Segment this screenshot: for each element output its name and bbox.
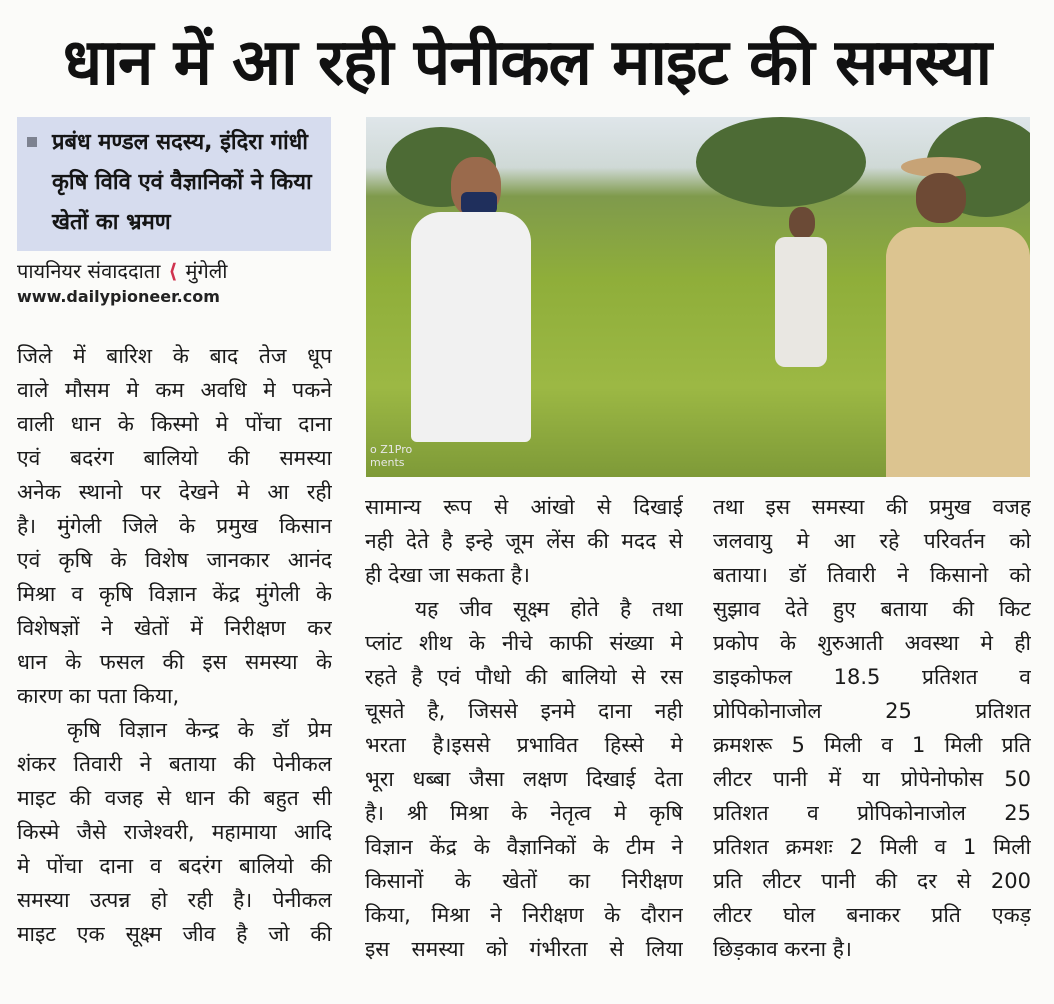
- article-line: वाले मौसम मे कम अवधि मे पकने: [17, 378, 332, 402]
- article-line: चूसते है, जिससे इनमे दाना नही: [365, 699, 683, 723]
- article-line: रहते है एवं पौधो की बालियो से रस: [365, 665, 683, 689]
- person-right-hat: [886, 157, 1030, 477]
- headline: धान में आ रही पेनीकल माइट की समस्या: [62, 26, 992, 100]
- article-line: भरता है।इससे प्रभावित हिस्से मे: [365, 733, 683, 757]
- article-line: समस्या उत्पन्न हो रही है। पेनीकल: [17, 888, 332, 912]
- article-line: छिड़काव करना है।: [713, 937, 852, 961]
- article-line: प्रति लीटर पानी की दर से 200: [713, 869, 1031, 893]
- article-line: मे पोंचा दाना व बदरंग बालियो की: [17, 854, 332, 878]
- website: www.dailypioneer.com: [17, 287, 220, 306]
- person-left: [406, 157, 536, 477]
- article-line: प्रोपिकोनाजोल 25 प्रतिशत: [713, 699, 1031, 723]
- article-line: है। मुंगेली जिले के प्रमुख किसान: [17, 514, 332, 538]
- person-middle: [771, 207, 831, 427]
- tree: [696, 117, 866, 207]
- article-line: विज्ञान केंद्र के वैज्ञानिकों के टीम ने: [365, 835, 683, 859]
- article-line: जलवायु मे आ रहे परिवर्तन को: [713, 529, 1031, 553]
- article-line: धान के फसल की इस समस्या के: [17, 650, 332, 674]
- article-line: अनेक स्थानो पर देखने मे आ रही: [17, 480, 332, 504]
- article-line: प्रतिशत व प्रोपिकोनाजोल 25: [713, 801, 1031, 825]
- bullet-square-icon: [27, 137, 37, 147]
- article-line: मिश्रा व कृषि विज्ञान केंद्र मुंगेली के: [17, 582, 332, 606]
- article-line: नही देते है इन्हे जूम लेंस की मदद से: [365, 529, 683, 553]
- article-line: ही देखा जा सकता है।: [365, 563, 530, 587]
- article-line: सामान्य रूप से आंखो से दिखाई: [365, 495, 683, 519]
- article-column-1: [17, 339, 332, 951]
- article-line: डाइकोफल 18.5 प्रतिशत व: [713, 665, 1031, 689]
- subhead-box: [17, 117, 331, 251]
- reporter: पायनियर संवाददाता: [17, 259, 161, 283]
- article-line: भूरा धब्बा जैसा लक्षण दिखाई देता: [365, 767, 683, 791]
- article-line: कृषि विज्ञान केन्द्र के डॉ प्रेम: [67, 718, 332, 742]
- article-line: तथा इस समस्या की प्रमुख वजह: [713, 495, 1031, 519]
- article-line: जिले में बारिश के बाद तेज धूप: [17, 344, 332, 368]
- article-line: शंकर तिवारी ने बताया की पेनीकल: [17, 752, 332, 776]
- article-line: यह जीव सूक्ष्म होते है तथा: [415, 597, 683, 621]
- camera-watermark: o Z1Pro ments: [370, 443, 413, 469]
- article-line: प्लांट शीथ के नीचे काफी संख्या मे: [365, 631, 683, 655]
- article-column-3: [713, 490, 1031, 966]
- article-line: प्रतिशत क्रमशः 2 मिली व 1 मिली: [713, 835, 1031, 859]
- article-line: क्रमशरू 5 मिली व 1 मिली प्रति: [713, 733, 1031, 757]
- article-line: है। श्री मिश्रा के नेतृत्व मे कृषि: [365, 801, 683, 825]
- article-line: कारण का पता किया,: [17, 684, 180, 708]
- article-line: बताया। डॉ तिवारी ने किसानो को: [713, 563, 1031, 587]
- article-line: लीटर पानी में या प्रोपेनोफोस 50: [713, 767, 1031, 791]
- arrow-left-icon: ⟨: [168, 259, 178, 283]
- article-line: माइट की वजह से धान की बहुत सी: [17, 786, 332, 810]
- subhead: प्रबंध मण्डल सदस्य, इंदिरा गांधी कृषि विवि एवं वैज्ञानिकों ने किया खेतों का भ्रमण: [52, 130, 312, 235]
- article-line: विशेषज्ञों ने खेतों में निरीक्षण कर: [17, 616, 332, 640]
- article-line: प्रकोप के शुरुआती अवस्था मे ही: [713, 631, 1031, 655]
- article-line: इस समस्या को गंभीरता से लिया: [365, 937, 683, 961]
- article-line: वाली धान के किस्मो मे पोंचा दाना: [17, 412, 332, 436]
- dateline-location: मुंगेली: [185, 259, 228, 283]
- article-line: एवं बदरंग बालियो की समस्या: [17, 446, 332, 470]
- article-column-2: [365, 490, 683, 966]
- article-line: लीटर घोल बनाकर प्रति एकड़: [713, 903, 1031, 927]
- article-line: माइट एक सूक्ष्म जीव है जो की: [17, 922, 332, 946]
- article-line: किसानों के खेतों का निरीक्षण: [365, 869, 683, 893]
- article-line: किस्मे जैसे राजेश्वरी, महामाया आदि: [17, 820, 332, 844]
- field-inspection-photo: [366, 117, 1030, 477]
- article-line: सुझाव देते हुए बताया की किट: [713, 597, 1031, 621]
- article-line: किया, मिश्रा ने निरीक्षण के दौरान: [365, 903, 683, 927]
- article-line: एवं कृषि के विशेष जानकार आनंद: [17, 548, 332, 572]
- byline: [17, 258, 228, 284]
